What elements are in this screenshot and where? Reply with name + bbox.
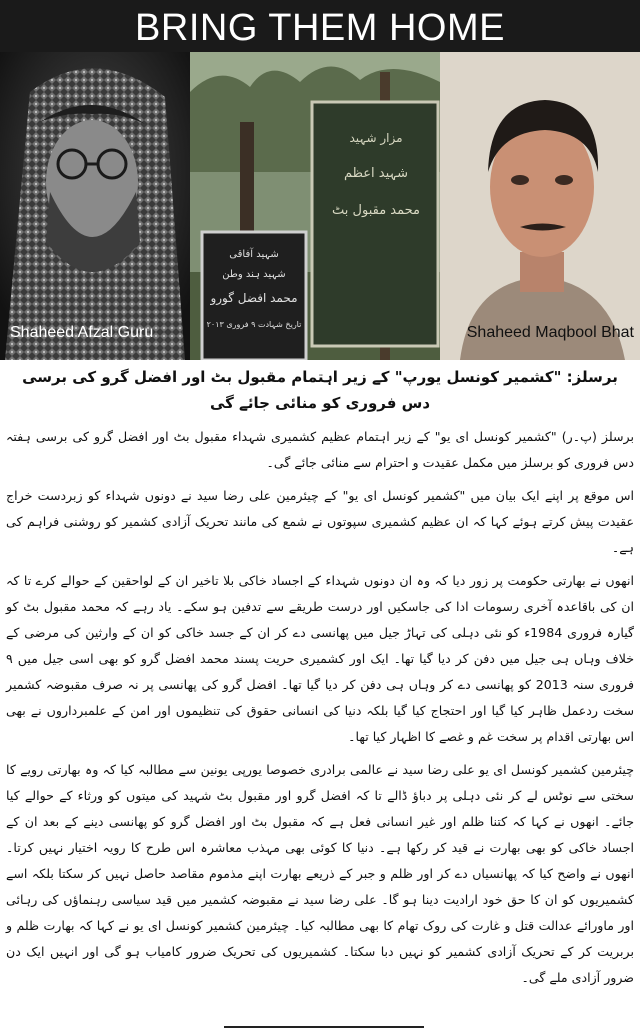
article-title: برسلز: "کشمیر کونسل یورپ" کے زیر اہتمام مقبول بٹ اور افضل گرو کی برسی دس فروری کو منائی جائے گی — [22, 368, 618, 412]
portrait-maqbool-bhat — [440, 52, 640, 360]
article-paragraph-1: برسلز (پ۔ر) "کشمیر کونسل ای یو" کے زیر اہتمام عظیم کشمیری شہداء مقبول بٹ اور افضل گرو کی برسی ہفتہ دس فروری کو برسلز میں مکمل عقیدت و احترام سے منائی جائے گی۔ — [6, 429, 634, 470]
graves-photo — [190, 52, 440, 360]
portrait-afzal-guru-image — [0, 52, 190, 360]
portrait-maqbool-bhat-image — [440, 52, 640, 360]
gravestone-right-line-1: مزار شہید — [349, 131, 403, 145]
gravestone-left-line-1: شہید آفاقی — [229, 249, 279, 260]
caption-afzal-guru: Shaheed Afzal Guru — [10, 324, 154, 341]
gravestone-right-line-3: محمد مقبول بٹ — [332, 203, 420, 218]
article-paragraph-3: انھوں نے بھارتی حکومت پر زور دیا کہ وہ ان دونوں شہداء کے اجساد خاکی بلا تاخیر ان کے لواحقین کے حوالے کرے تا کہ ان کی باقاعدہ آخری رسومات ادا کی جاسکیں اور درست طریقے سے تدفین ہو سکے۔ یاد رہے کہ محمد مقبول بٹ کو گیارہ فروری 1984ء کو نئی دہلی کی تہاڑ جیل میں پھانسی دے کر ان کے جسد خاکی کو ان کے وارثین کی مرضی کے خلاف وہاں ہی جیل میں دفن کر دیا گیا تھا۔ ایک اور کشمیری حریت پسند محمد افضل گرو کو بھی اسی جیل میں ۹ فروری سنہ 2013 کو پھانسی دے کر وہاں ہی دفن کر دیا گیا تھا۔ افضل گرو کی پھانسی پر نہ صرف مقبوضہ کشمیر سخت ردعمل ظاہر کیا گیا اور احتجاج کیا گیا بلکہ دنیا کی انسانی حقوق کی تنظیموں اور امن کے علمبرداروں نے بھی اس بھارتی اقدام پر سخت غم و غصے کا اظہار کیا تھا۔ — [6, 573, 634, 744]
headline: BRING THEM HOME — [135, 7, 505, 49]
graves-image — [190, 52, 440, 360]
gravestone-left-line-4: تاریخ شہادت ۹ فروری ۲۰۱۳ — [206, 320, 302, 329]
article-paragraph-2: اس موقع پر اپنے ایک بیان میں "کشمیر کونسل ای یو" کے چیئرمین علی رضا سید نے دونوں شہداء کو زبردست خراج عقیدت پیش کرتے ہوئے کہا کہ ان عظیم کشمیری سپوتوں نے شمع کی مانند تحریک آزادی کشمیر کو روشنی فراہم کی ہے۔ — [6, 488, 634, 555]
gravestone-left-line-2: شہید ہند وطن — [222, 269, 286, 280]
gravestone-left-line-3: محمد افضل گورو — [210, 291, 298, 305]
article-paragraph-4: چیئرمین کشمیر کونسل ای یو علی رضا سید نے عالمی برادری خصوصا یورپی یونین سے مطالبہ کیا کہ وہ بھارتی رویے کا سختی سے نوٹس لے کر نئی دہلی پر دباؤ ڈالے تا کہ افضل گرو اور مقبول بٹ شہید کی میتوں کو ورثاء کے حوالے کیا جائے۔ انھوں نے کہا کہ کتنا ظلم اور غیر انسانی فعل ہے کہ مقبول بٹ اور افضل گرو کو پھانسی دینے کے بعد ان کے اجساد خاکی کو بھی بھارت نے قید کر رکھا ہے۔ دنیا کا کوئی بھی مہذب معاشرہ اس طرح کا رویہ اختیار نہیں کرتا۔ انھوں نے واضح کیا کہ پھانسیاں دے کر اور ظلم و جبر کے ذریعے بھارت اپنے مذموم مقاصد حاصل نہیں کر سکتا بلکہ اسے کشمیریوں کو ان کا حق خود ارادیت دینا ہو گا۔ علی رضا سید نے مقبوضہ کشمیر میں قید سیاسی رہنماؤں کی رہائی اور ماورائے عدالت قتل و غارت کی روک تھام کا بھی مطالبہ کیا۔ چیئرمین کشمیر کونسل ای یو نے کہا کہ بھارت ظلم و بربریت کر کے تحریک آزادی کشمیر کو نہیں دبا سکتا۔ کشمیریوں کی تحریک ضرور کامیاب ہو گی اور انہیں ایک دن ضرور آزادی ملے گی۔ — [6, 762, 634, 985]
portrait-afzal-guru — [0, 52, 190, 360]
gravestone-right-line-2: شہید اعظم — [343, 166, 409, 181]
caption-maqbool-bhat: Shaheed Maqbool Bhat — [466, 324, 634, 341]
footer-divider — [224, 1026, 424, 1028]
banner — [0, 0, 640, 360]
article — [6, 364, 634, 998]
